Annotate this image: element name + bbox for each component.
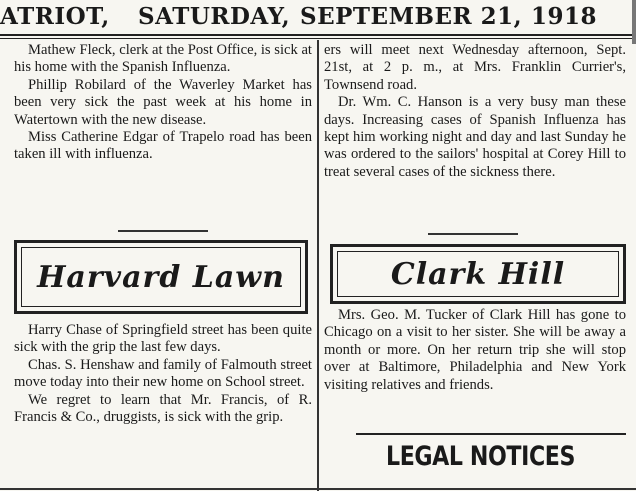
masthead-year: 1918 <box>531 3 598 30</box>
news-item-tucker: Mrs. Geo. M. Tucker of Clark Hill has gone to Chicago on a visit to her sister. She will be away a month or more. On her return trip she will stop over at Baltimore, Philadelphia and New York visiting relatives and friends. <box>324 307 626 393</box>
right-column-top <box>324 42 626 181</box>
section-heading-box <box>14 240 308 314</box>
news-item-robilard: Phillip Robilard of the Waverley Market has been very sick the past week at his home in Watertown with the new disease. <box>14 76 312 128</box>
divider-rule <box>118 230 208 232</box>
masthead-date: SEPTEMBER 21, <box>300 3 523 30</box>
news-item-henshaw: Chas. S. Henshaw and family of Falmouth street move today into their new home on School street. <box>14 356 312 391</box>
news-item-meeting: ers will meet next Wednesday afternoon, Sept. 21st, at 2 p. m., at Mrs. Franklin Currier's, Townsend road. <box>324 42 626 93</box>
news-item-fleck: Mathew Fleck, clerk at the Post Office, is sick at his home with the Spanish Influenza. <box>14 42 312 76</box>
section-heading-harvard-lawn: Harvard Lawn <box>21 247 301 307</box>
divider-rule <box>428 233 518 235</box>
right-column-bottom <box>324 307 626 394</box>
page-edge <box>632 0 636 44</box>
news-item-francis: We regret to learn that Mr. Francis, of R. Francis & Co., druggists, is sick with the grip. <box>14 391 312 426</box>
section-heading-clark-hill: Clark Hill <box>337 251 619 297</box>
news-item-edgar: Miss Catherine Edgar of Trapelo road has been taken ill with influenza. <box>14 129 312 163</box>
column-rule <box>317 40 319 491</box>
legal-notices-heading: LEGAL NOTICES <box>386 441 576 472</box>
masthead-paper-name: ATRIOT, <box>0 3 110 30</box>
masthead-rule-top <box>0 34 636 36</box>
left-column-top <box>14 42 312 164</box>
section-heading-box <box>330 244 626 304</box>
masthead <box>0 0 636 34</box>
news-item-hanson: Dr. Wm. C. Hanson is a very busy man these days. Increasing cases of Spanish Influenza has kept him working night and day and last Sunday he was ordered to the sailors' hospital at Corey Hill to treat several cases of the sickness there. <box>324 94 626 180</box>
masthead-rule-bottom <box>0 38 636 39</box>
page-bottom-rule <box>0 488 636 490</box>
masthead-day: SATURDAY, <box>138 3 291 30</box>
left-column-bottom <box>14 322 312 426</box>
news-item-chase: Harry Chase of Springfield street has been quite sick with the grip the last few days. <box>14 322 312 356</box>
